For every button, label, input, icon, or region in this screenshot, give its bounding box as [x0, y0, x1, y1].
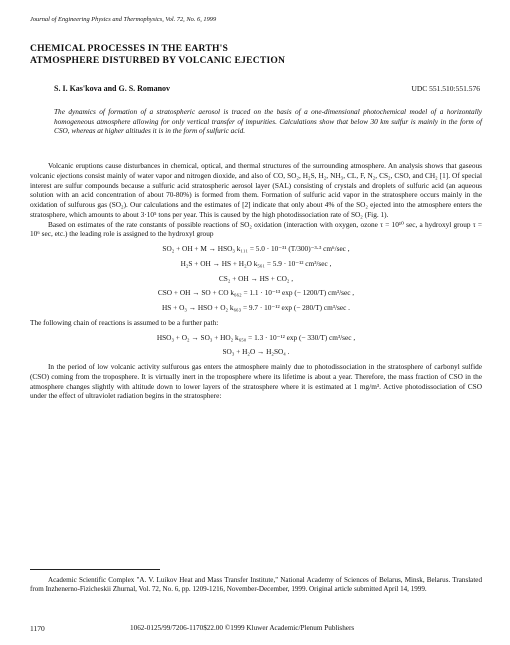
equation-4: CSO + OH → SO + CO k₆₆₂ = 1.1 · 10⁻¹³ exp (− 1200/T) cm³/sec , — [157, 288, 355, 298]
article-title — [30, 43, 480, 66]
udc-code: UDC 551.510:551.576 — [411, 84, 480, 93]
equation-3: CS₂ + OH → HS + CO₂ , — [218, 273, 294, 283]
copyright-line: 1062-0125/99/7206-1170$22.00 ©1999 Kluwer Academic/Plenum Publishers — [130, 624, 355, 632]
equation-6: HSO₃ + O₂ → SO₃ + HO₂ k₆₅₀ = 1.3 · 10⁻¹² exp (− 330/T) cm³/sec , — [156, 332, 356, 342]
title-line-2: ATMOSPHERE DISTURBED BY VOLCANIC EJECTION — [30, 54, 286, 66]
paragraph-2: Based on estimates of the rate constants of possible reactions of SO₂ oxidation (interaction with oxygen, ozone τ = 10¹⁰ sec, a hydroxyl group τ = 10⁶ sec, etc.) the leading role is assigned to the hydroxyl group — [30, 219, 482, 239]
equation-2: H₂S + OH → HS + H₂O k₅₆₁ = 5.9 · 10⁻¹² cm³/sec , — [180, 258, 332, 268]
journal-header: Journal of Engineering Physics and Thermophysics, Vol. 72, No. 6, 1999 — [30, 16, 217, 23]
paragraph-4: In the period of low volcanic activity sulfurous gas enters the atmosphere mainly due to photodissociation in the stratosphere of carbonyl sulfide (CSO) coming from the troposphere. It is virtually inert in the troposphere where its lifetime is about a year. Therefore, the mass fraction of CSO in the atmosphere changes slightly with altitude down to lower layers of the stratosphere where it is estimated at 1 mg/m³. Active photodissociation of CSO under the effect of ultraviolet radiation begins in the stratosphere: — [30, 362, 482, 401]
equation-5: HS + O₃ → HSO + O₂ k₆₆₃ = 9.7 · 10⁻¹² exp (− 280/T) cm³/sec . — [162, 303, 350, 312]
paragraph-3: The following chain of reactions is assumed to be a further path: — [30, 317, 219, 327]
abstract: The dynamics of formation of a stratospheric aerosol is traced on the basis of a one-dimensional photochemical model of a horizontally homogeneous atmosphere allowing for only vertical transfer of impurities. Calculations show that below 30 km sulfur is mainly in the form of CSO, whereas at higher altitudes it is in the form of sulfuric acid. — [54, 107, 482, 136]
affiliation-footnote: Academic Scientific Complex "A. V. Luikov Heat and Mass Transfer Institute," National Academy of Sciences of Belarus, Minsk, Belarus. Translated from Inzhenerno-Fizicheskii Zhurnal, Vol. 72, No. 6, pp. 1209-1216, November-December, 1999. Original article submitted April 14, 1999. — [30, 576, 482, 594]
equation-1: SO₂ + OH + M → HSO₃ k₁₁₁ = 5.0 · 10⁻³¹ (T/300)⁻³·³ cm⁶/sec , — [162, 244, 350, 253]
article-body — [30, 161, 482, 401]
footnote-divider — [30, 569, 160, 570]
title-line-1: CHEMICAL PROCESSES IN THE EARTH'S — [30, 43, 229, 54]
page-number: 1170 — [30, 624, 45, 633]
paragraph-1: Volcanic eruptions cause disturbances in chemical, optical, and thermal structures of the surrounding atmosphere. An analysis shows that gaseous volcanic ejections consist mainly of water vapor and nitrogen dioxide, and also of CO, SO₂, H₂S, H₂, NH₃, CL, F, N₂, CS₂, CSO, and CH₂ [1]. Of special interest are sulfur compounds because a sulfuric acid stratospheric aerosol layer (SAL) consisting of crystals and droplets of sulfuric acid (an aqueous solution with an acid concentration of about 70-80%) is formed from them. Formation of sulfuric acid vapor in the stratosphere occurs mainly in the oxidation of sulfurous gas (SO₂). Our calculations and the estimates of [2] indicate that only about 4% of the SO₂ ejected into the atmosphere enters the stratosphere, which amounts to about 3·10⁵ tons per year. This is caused by the high photodissociation rate of SO₂ (Fig. 1). — [30, 161, 482, 219]
authors: S. I. Kas'kova and G. S. Romanov — [54, 84, 171, 93]
equation-7: SO₃ + H₂O → H₂SO₄ . — [222, 347, 290, 357]
